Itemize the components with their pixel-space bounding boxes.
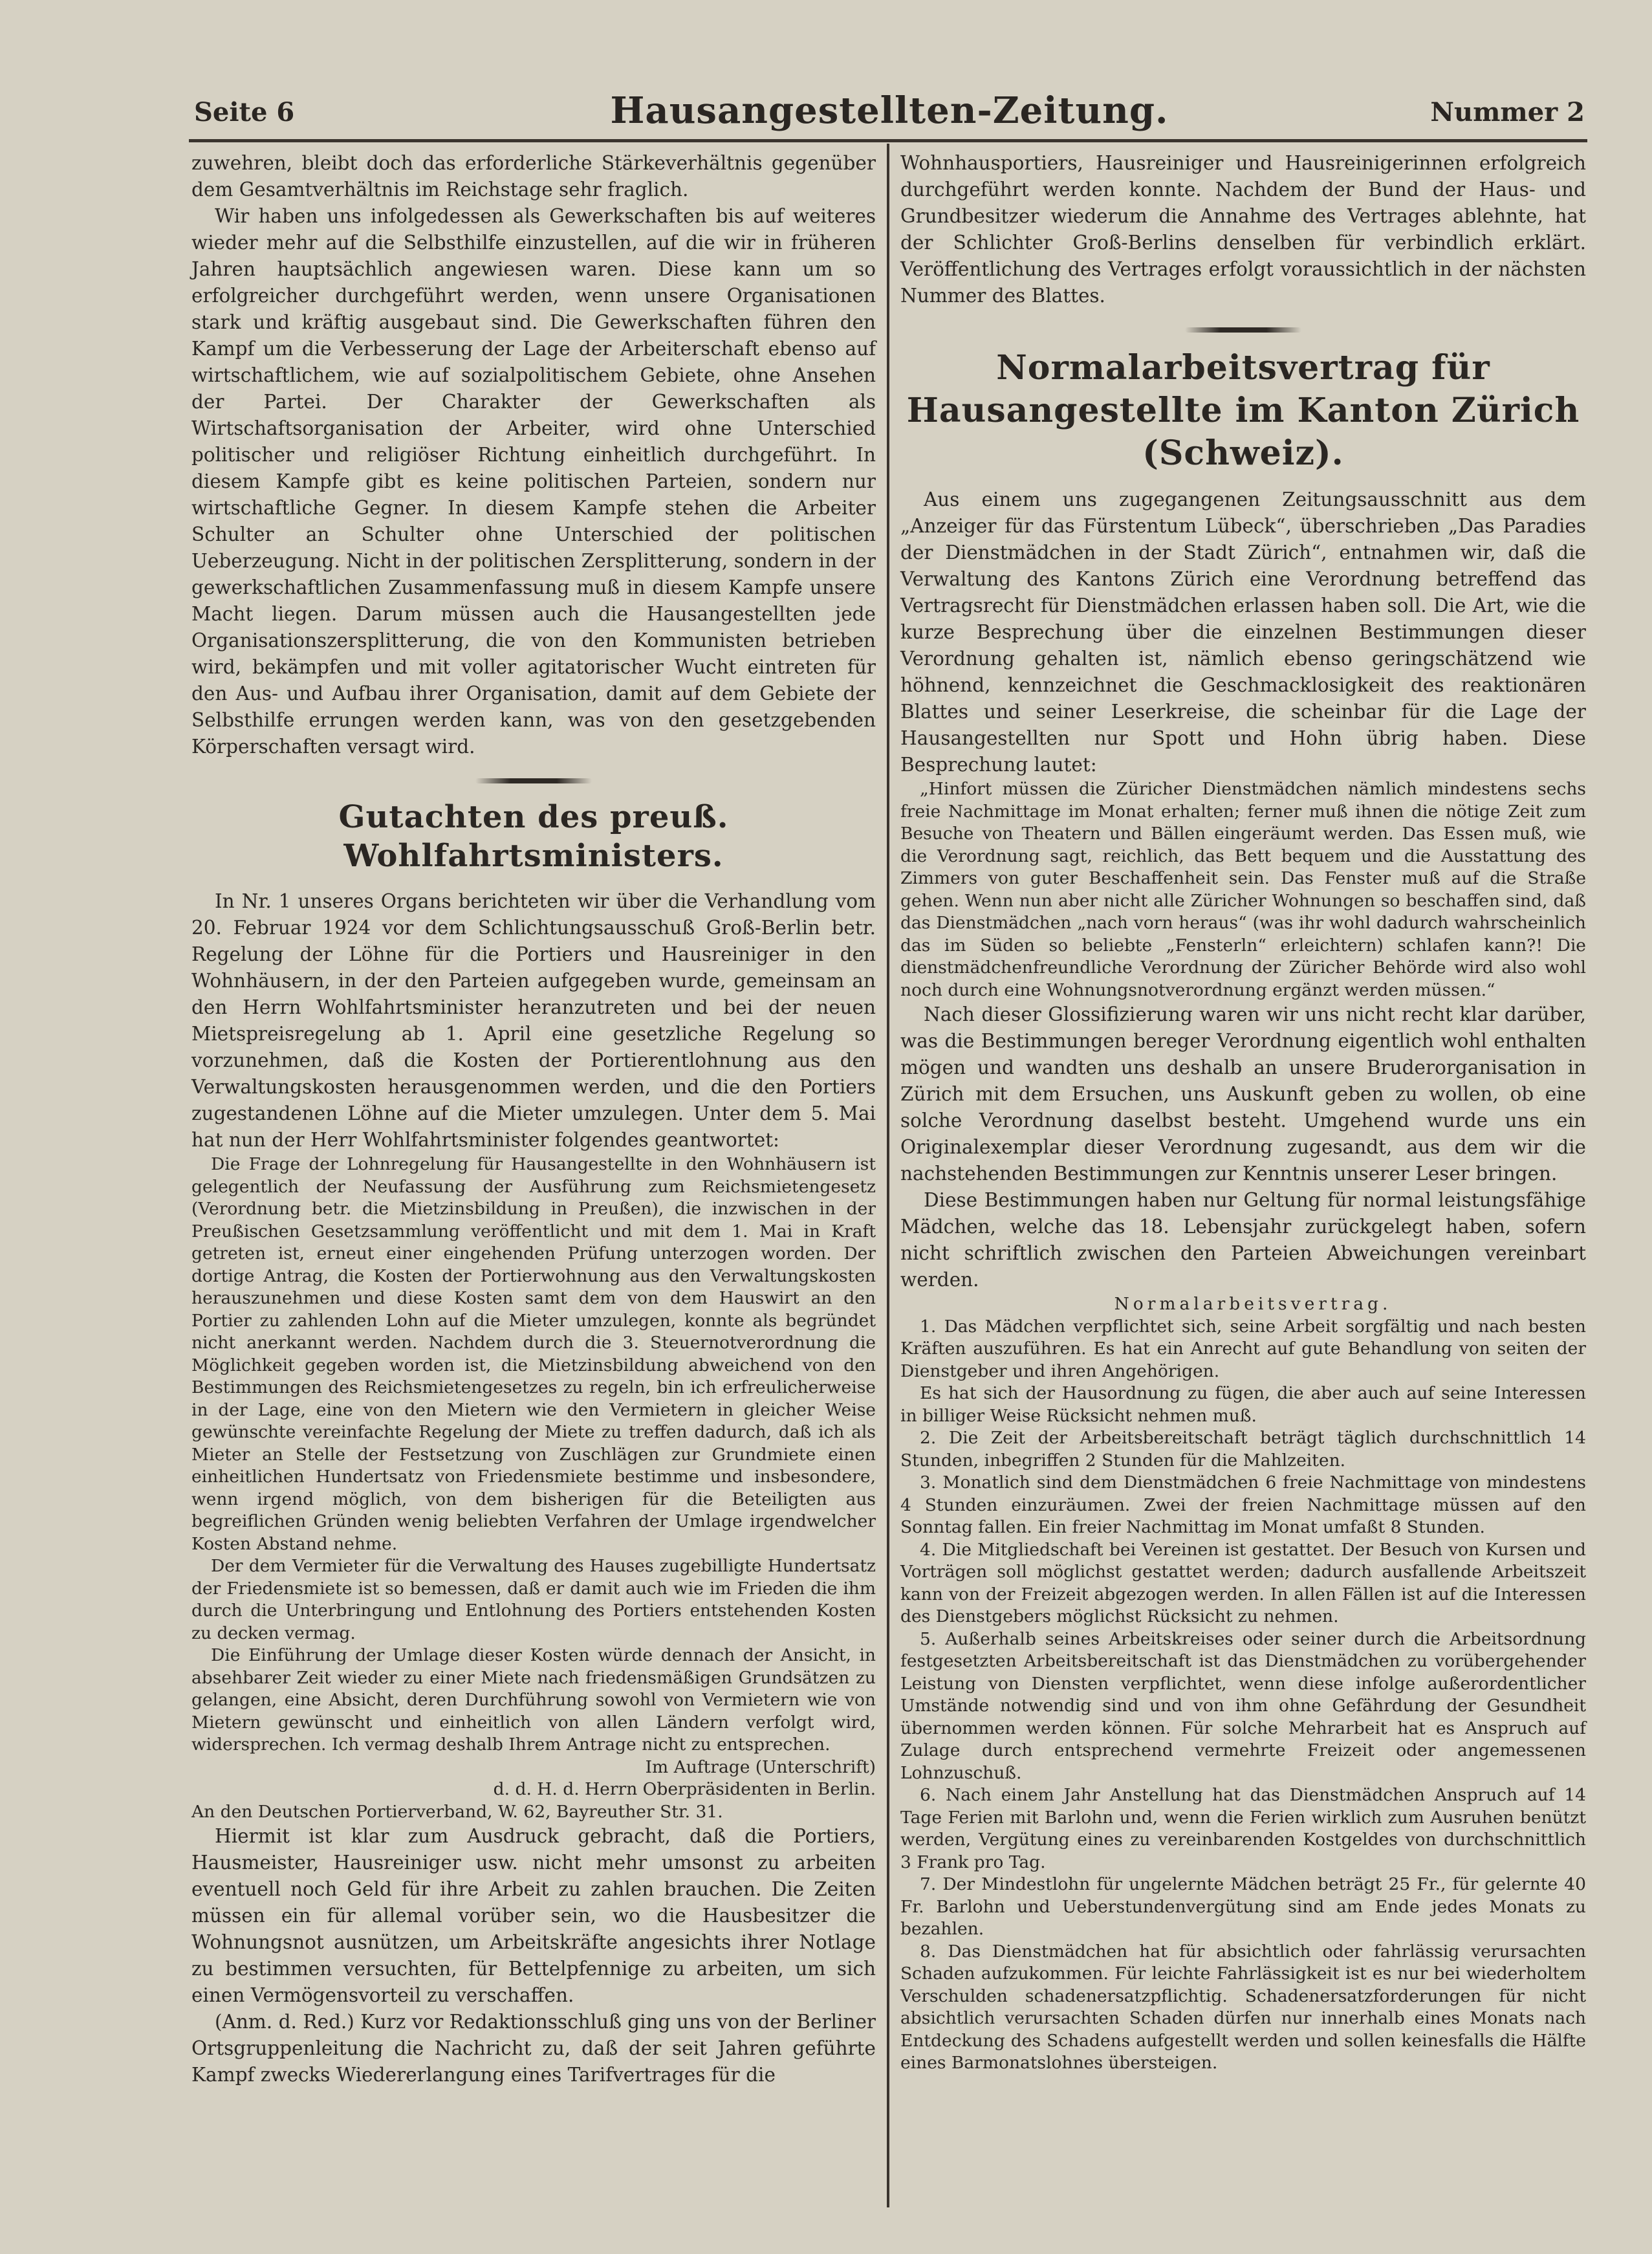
paragraph: Die Frage der Lohnregelung für Hausangestellte in den Wohnhäusern ist gelegentlich der Neufassung der Ausführung zum Reichsmietengesetz (Verordnung betr. die Mietzinsbildung in Preußen), die inzwischen in der Preußischen Gesetzsammlung veröffentlicht und mit dem 1. Mai in Kraft getreten ist, erneut einer eingehenden Prüfung unterzogen worden. Der dortige Antrag, die Kosten der Portierwohnung aus den Verwaltungskosten herauszunehmen und diese Kosten samt dem von dem Hauswirt an den Portier zu zahlenden Lohn auf die Mieter umzulegen, konnte als begründet nicht anerkannt werden. Nachdem durch die 3. Steuernotverordnung die Möglichkeit gegeben worden ist, die Mietzinsbildung abweichend von den Bestimmungen des Reichsmietengesetzes zu regeln, bin ich erfreulicherweise in der Lage, eine von den Mietern wie den Vermietern in gleicher Weise gewünschte vereinfachte Regelung der Miete zu treffen dadurch, daß ich als Mieter an Stelle der Festsetzung von Zuschlägen zur Grundmiete einen einheitlichen Hundertsatz von Friedensmiete bestimme und insbesondere, wenn irgend möglich, von dem bisherigen für die Beteiligten aus begreiflichen Gründen wenig beliebten Verfahren der Umlage irgendwelcher Kosten Abstand nehme.: [191, 1154, 876, 1554]
left-column: [191, 150, 876, 2088]
contract-item: 3. Monatlich sind dem Dienstmädchen 6 freie Nachmittage von mindestens 4 Stunden einzuräumen. Zwei der freien Nachmittage müssen auf den Sonntag fallen. Ein freier Nachmittag im Monat umfaßt 8 Stunden.: [900, 1472, 1586, 1537]
paragraph: Die Einführung der Umlage dieser Kosten würde dennach der Ansicht, in absehbarer Zeit wieder zu einer Miete nach friedensmäßigen Grundsätzen zu gelangen, eine Absicht, deren Durchführung sowohl von Vermietern wie von Mietern gewünscht und einheitlich von allen Ländern verfolgt wird, widersprechen. Ich vermag deshalb Ihrem Antrage nicht zu entsprechen.: [191, 1645, 876, 1755]
newspaper-title: Hausangestellten-Zeitung.: [610, 89, 1169, 132]
paragraph: (Anm. d. Red.) Kurz vor Redaktionsschluß ging uns von der Berliner Ortsgruppenleitung die Nachricht zu, daß der seit Jahren geführte Kampf zwecks Wiedererlangung eines Tarifvertrages für die: [191, 2011, 876, 2086]
section-divider: [1185, 327, 1301, 333]
paragraph: Der dem Vermieter für die Verwaltung des Hauses zugebilligte Hundertsatz der Friedensmiete ist so bemessen, daß er damit auch wie im Frieden die ihm durch die Unterbringung und Entlohnung des Portiers entstehenden Kosten zu decken vermag.: [191, 1556, 876, 1643]
quoted-letter: [191, 1154, 876, 1823]
contract-text: [900, 1293, 1586, 2075]
signature: d. d. H. d. Herrn Oberpräsidenten in Berlin.: [493, 1779, 876, 1799]
page-number: Seite 6: [194, 97, 295, 127]
contract-item: 6. Nach einem Jahr Anstellung hat das Dienstmädchen Anspruch auf 14 Tage Ferien mit Barlohn und, wenn die Ferien wirklich zum Ausruhen benützt werden, Vergütung eines zu vereinbarenden Kostgeldes von durchschnittlich 3 Frank pro Tag.: [900, 1785, 1586, 1872]
contract-item: 7. Der Mindestlohn für ungelernte Mädchen beträgt 25 Fr., für gelernte 40 Fr. Barlohn und Ueberstundenvergütung sind am Ende jedes Monats zu bezahlen.: [900, 1874, 1586, 1939]
right-column: [900, 150, 1586, 2075]
article-heading: Normalarbeitsvertrag für Hausangestellte im Kanton Zürich (Schweiz).: [906, 348, 1580, 473]
paragraph: Diese Bestimmungen haben nur Geltung für normal leistungsfähige Mädchen, welche das 18. Lebensjahr zurückgelegt haben, sofern nicht schriftlich zwischen den Parteien Abweichungen vereinbart werden.: [900, 1189, 1586, 1291]
quote: [900, 778, 1586, 1001]
paragraph: Wir haben uns infolgedessen als Gewerkschaften bis auf weiteres wieder mehr auf die Selbsthilfe einzustellen, auf die wir in früheren Jahren hauptsächlich angewiesen waren. Diese kann um so erfolgreicher durchgeführt werden, wenn unsere Organisationen stark und kräftig ausgebaut sind. Die Gewerkschaften führen den Kampf um die Verbesserung der Lage der Arbeiterschaft ebenso auf wirtschaftlichem, wie auf sozialpolitischem Gebiete, ohne Ansehen der Partei. Der Charakter der Gewerkschaften als Wirtschaftsorganisation der Arbeiter, wird ohne Unterschied politischer und religiöser Richtung einheitlich durchgeführt. In diesem Kampfe gibt es keine politischen Parteien, sondern nur wirtschaftliche Gegner. In diesem Kampfe stehen die Arbeiter Schulter an Schulter ohne Unterschied der politischen Ueberzeugung. Nicht in der politischen Zersplitterung, sondern in der gewerkschaftlichen Zusammenfassung muß in diesem Kampfe unsere Macht liegen. Darum müssen auch die Hausangestellten jede Organisationszersplitterung, die von den Kommunisten betrieben wird, bekämpfen und mit voller agitatorischer Wucht eintreten für den Aus- und Aufbau ihrer Organisation, damit auf dem Gebiete der Selbsthilfe errungen werden kann, was von den gesetzgebenden Körperschaften versagt wird.: [191, 205, 876, 758]
section-divider: [475, 778, 592, 783]
paragraph: In Nr. 1 unseres Organs berichteten wir über die Verhandlung vom 20. Februar 1924 vor dem Schlichtungsausschuß Groß-Berlin betr. Regelung der Löhne für die Portiers und Hausreiniger in den Wohnhäusern, in der den Parteien aufgegeben wurde, gemeinsam an den Herrn Wohlfahrtsminister heranzutreten und bei der neuen Mietspreisregelung ab 1. April eine gesetzliche Regelung so vorzunehmen, daß die Kosten der Portierentlohnung aus den Verwaltungskosten herausgenommen werden, und die den Portiers zugestandenen Löhne auf die Mieter umzulegen. Unter dem 5. Mai hat nun der Herr Wohlfahrtsminister folgendes geantwortet:: [191, 890, 876, 1151]
signature: Im Auftrage (Unterschrift): [645, 1756, 876, 1777]
paragraph: Wohnhausportiers, Hausreiniger und Hausreinigerinnen erfolgreich durchgeführt werden konnte. Nachdem der Bund der Haus- und Grundbesitzer wiederum die Annahme des Vertrages ablehnte, hat der Schlichter Groß-Berlins denselben für verbindlich erklärt. Veröffentlichung des Vertrages erfolgt voraussichtlich in der nächsten Nummer des Blattes.: [900, 152, 1586, 307]
page-header: [194, 84, 1585, 142]
header-rule: [189, 139, 1587, 142]
issue-number: Nummer 2: [1430, 97, 1585, 127]
article-heading: Gutachten des preuß. Wohlfahrtsministers.: [338, 799, 729, 874]
paragraph: zuwehren, bleibt doch das erforderliche Stärkeverhältnis gegenüber dem Gesamtverhältnis im Reichstage sehr fraglich.: [191, 152, 876, 201]
paragraph: „Hinfort müssen die Züricher Dienstmädchen nämlich mindestens sechs freie Nachmittage im Monat erhalten; ferner muß ihnen die nötige Zeit zum Besuche von Theatern und Bällen eingeräumt werden. Das Essen muß, wie die Verordnung sagt, reichlich, das Bett bequem und die Ausstattung des Zimmers von guter Beschaffenheit sein. Das Fenster muß auf die Straße gehen. Wenn nun aber nicht alle Züricher Wohnungen so beschaffen sind, daß das Dienstmädchen „nach vorn heraus“ (was ihr wohl dadurch wahrscheinlich das im Süden so beliebte „Fensterln“ erleichtern) schlafen kann?! Die dienstmädchenfreundliche Verordnung der Züricher Behörde wird also wohl noch durch eine Wohnungsnotverordnung ergänzt werden müssen.“: [900, 779, 1586, 1000]
contract-item: 8. Das Dienstmädchen hat für absichtlich oder fahrlässig verursachten Schaden aufzukommen. Für leichte Fahrlässigkeit ist es nur bei wiederholtem Verschulden schadenersatzpflichtig. Schadenersatzforderungen für nicht absichtlich verursachten Schaden dürfen nur innerhalb eines Monats nach Entdeckung des Schadens aufgestellt werden und sollen keinesfalls die Hälfte eines Barmonatslohnes übersteigen.: [900, 1941, 1586, 2073]
column-rule: [887, 144, 889, 2207]
address: An den Deutschen Portierverband, W. 62, Bayreuther Str. 31.: [191, 1801, 723, 1822]
paragraph: Nach dieser Glossifizierung waren wir uns nicht recht klar darüber, was die Bestimmungen bereger Verordnung eigentlich wohl enthalten mögen und wandten uns deshalb an unsere Bruderorganisation in Zürich mit dem Ersuchen, uns Auskunft geben zu wollen, ob eine solche Verordnung daselbst besteht. Umgehend wurde uns ein Originalexemplar dieser Verordnung zugesandt, aus dem wir die nachstehenden Bestimmungen zur Kenntnis unserer Leser bringen.: [900, 1003, 1586, 1185]
contract-item: Es hat sich der Hausordnung zu fügen, die aber auch auf seine Interessen in billiger Weise Rücksicht nehmen muß.: [900, 1383, 1586, 1426]
contract-item: 1. Das Mädchen verpflichtet sich, seine Arbeit sorgfältig und nach besten Kräften auszuführen. Es hat ein Anrecht auf gute Behandlung von seiten der Dienstgeber und ihren Angehörigen.: [900, 1316, 1586, 1381]
paragraph: Hiermit ist klar zum Ausdruck gebracht, daß die Portiers, Hausmeister, Hausreiniger usw. nicht mehr umsonst zu arbeiten eventuell noch Geld für ihre Arbeit zu zahlen brauchen. Die Zeiten müssen ein für allemal vorüber sein, wo die Hausbesitzer die Wohnungsnot ausnützen, um Arbeitskräfte angesichts ihrer Notlage zu bestimmen versuchten, für Bettelpfennige zu arbeiten, um sich einen Vermögensvorteil zu verschaffen.: [191, 1825, 876, 2006]
contract-item: 5. Außerhalb seines Arbeitskreises oder seiner durch die Arbeitsordnung festgesetzten Arbeitsbereitschaft ist das Dienstmädchen zu vorübergehender Leistung von Diensten verpflichtet, wenn diese infolge außerordentlicher Umstände notwendig sind und von ihm ohne Gefährdung der Gesundheit übernommen werden können. Für solche Mehrarbeit hat es Anspruch auf Zulage durch entsprechend vermehrte Freizeit oder angemessenen Lohnzuschuß.: [900, 1628, 1586, 1783]
contract-item: 4. Die Mitgliedschaft bei Vereinen ist gestattet. Der Besuch von Kursen und Vorträgen soll möglichst gestattet werden; dadurch ausfallende Arbeitszeit kann von der Freizeit abgezogen werden. In allen Fällen ist auf die Interessen des Dienstgebers möglichst Rücksicht zu nehmen.: [900, 1539, 1586, 1626]
paragraph: Aus einem uns zugegangenen Zeitungsausschnitt aus dem „Anzeiger für das Fürstentum Lübeck“, überschrieben „Das Paradies der Dienstmädchen in der Stadt Zürich“, entnahmen wir, daß die Verwaltung des Kantons Zürich eine Verordnung betreffend das Vertragsrecht für Dienstmädchen erlassen haben soll. Die Art, wie die kurze Besprechung über die einzelnen Bestimmungen dieser Verordnung gehalten ist, nämlich ebenso geringschätzend wie höhnend, kennzeichnet die Geschmacklosigkeit des reaktionären Blattes und seiner Leserkreise, die scheinbar für die Lage der Hausangestellten nur Spott und Hohn übrig haben. Diese Besprechung lautet:: [900, 488, 1586, 776]
contract-title: Normalarbeitsvertrag.: [1114, 1294, 1392, 1314]
contract-item: 2. Die Zeit der Arbeitsbereitschaft beträgt täglich durchschnittlich 14 Stunden, inbegriffen 2 Stunden für die Mahlzeiten.: [900, 1428, 1586, 1471]
